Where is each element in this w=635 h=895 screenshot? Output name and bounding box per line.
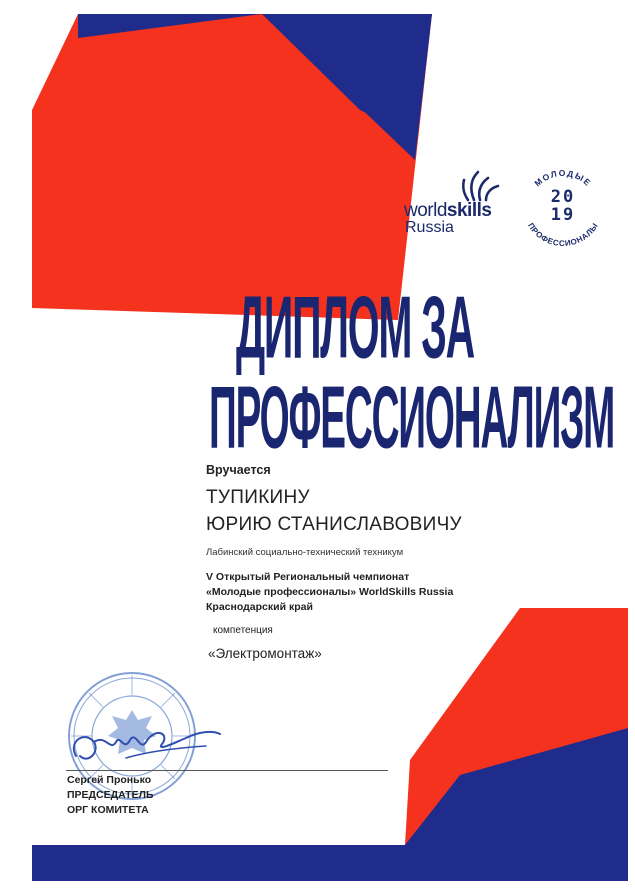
bottom-blue-strip [32, 845, 628, 881]
awarded-label: Вручается [206, 463, 271, 477]
diploma-title-line2: ПРОФЕССИОНАЛИЗМ [209, 367, 615, 467]
young-professionals-emblem [515, 160, 611, 256]
worldskills-wordmark: worldskills [404, 200, 492, 221]
recipient-given-names: ЮРИЮ СТАНИСЛАВОВИЧУ [206, 514, 462, 535]
competence-label: компетенция [213, 625, 273, 636]
recipient-surname: ТУПИКИНУ [206, 487, 310, 508]
worldskills-country: Russia [405, 219, 454, 236]
svg-text:ПРОФЕССИОНАЛЫ [526, 221, 600, 248]
championship-line1: V Открытый Региональный чемпионат [206, 571, 410, 583]
diploma-title-line1: ДИПЛОМ ЗА [236, 277, 475, 377]
signatory-role-line2: ОРГ КОМИТЕТА [67, 804, 149, 816]
signature-line [66, 770, 388, 771]
worldskills-logo [404, 166, 508, 238]
signatory-name: Сергей Пронько [67, 774, 152, 786]
emblem-year-top: 20 [550, 187, 576, 207]
championship-line3: Краснодарский край [206, 601, 313, 613]
championship-line2: «Молодые профессионалы» WorldSkills Russia [206, 586, 454, 598]
signature [66, 712, 226, 772]
emblem-bottom-text: ПРОФЕССИОНАЛЫ [526, 221, 601, 249]
signatory-role-line1: ПРЕДСЕДАТЕЛЬ [67, 789, 154, 801]
competence-value: «Электромонтаж» [208, 646, 322, 661]
emblem-top-text: МОЛОДЫЕ [532, 167, 594, 189]
svg-text:МОЛОДЫЕ [532, 168, 593, 189]
emblem-year-bottom: 19 [550, 205, 576, 225]
recipient-institution: Лабинский социально-технический техникум [206, 547, 404, 558]
